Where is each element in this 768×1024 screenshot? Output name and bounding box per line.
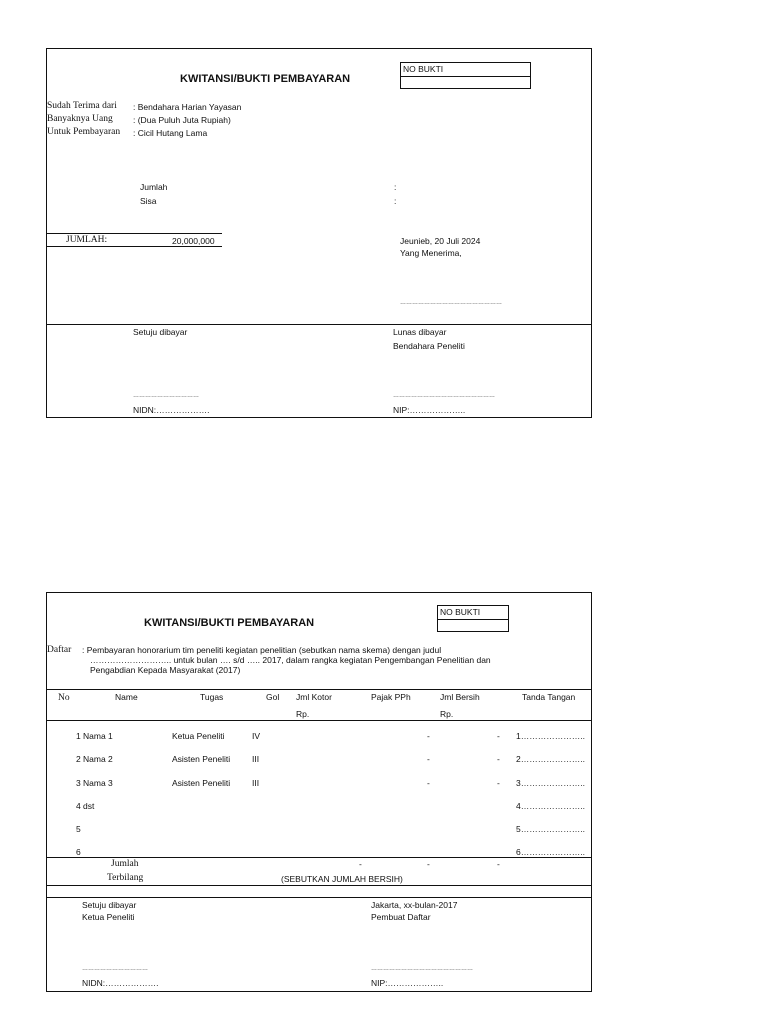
- row-no: 1: [76, 731, 81, 741]
- terbilang-bottom-line: [46, 885, 592, 886]
- row-name: Nama 3: [83, 778, 113, 788]
- row-bersih: -: [497, 754, 500, 764]
- receipt-1-title: KWITANSI/BUKTI PEMBAYARAN: [180, 73, 351, 85]
- maker-nip: NIP:………………..: [371, 978, 444, 988]
- receiver-label: Yang Menerima,: [400, 248, 462, 258]
- total-value: 20,000,000: [172, 236, 215, 246]
- approve-signature-line: ……………………………: [133, 393, 199, 399]
- paid-nip: NIP:………………..: [393, 405, 466, 415]
- signature-top-line: [46, 897, 592, 898]
- field-value-untuk-pembayaran: : Cicil Hutang Lama: [133, 128, 208, 138]
- row-name: Nama 2: [83, 754, 113, 764]
- daftar-line-3: Pengabdian Kepada Masyarakat (2017): [90, 665, 241, 675]
- col-header-gol: Gol: [266, 692, 280, 702]
- row-no: 6: [76, 847, 81, 857]
- receiver-signature-line: ……………………………………………: [400, 300, 502, 306]
- col-header-no: No: [58, 693, 70, 703]
- treasurer-label: Bendahara Peneliti: [393, 341, 465, 351]
- col-header-rp-kotor: Rp.: [296, 709, 310, 719]
- field-label-untuk-pembayaran: Untuk Pembayaran: [47, 127, 121, 137]
- receipt-1-divider: [46, 324, 592, 325]
- no-bukti-label: NO BUKTI: [401, 63, 530, 77]
- daftar-label: Daftar: [47, 645, 72, 655]
- approve-role-2: Ketua Peneliti: [82, 912, 135, 922]
- row-gol: III: [252, 754, 260, 764]
- jumlah-kotor: -: [359, 859, 362, 869]
- approve-label-2: Setuju dibayar: [82, 900, 137, 910]
- paid-label: Lunas dibayar: [393, 327, 447, 337]
- jumlah-label-2: Jumlah: [111, 859, 139, 869]
- row-ttd: 4…………………..: [516, 801, 585, 811]
- approve-nidn: NIDN:……………….: [133, 405, 210, 415]
- daftar-line-2: ……………………….. untuk bulan …. s/d ….. 2017, dalam rangka kegiatan Pengembangan Penelitian dan: [90, 655, 491, 665]
- place-date: Jeunieb, 20 Juli 2024: [400, 236, 481, 246]
- row-ttd: 3…………………..: [516, 778, 585, 788]
- total-bottom-line: [46, 246, 222, 247]
- terbilang-value: (SEBUTKAN JUMLAH BERSIH): [281, 874, 403, 884]
- row-name: Nama 1: [83, 731, 113, 741]
- maker-label: Pembuat Daftar: [371, 912, 431, 922]
- row-pajak: -: [427, 778, 430, 788]
- row-gol: III: [252, 778, 260, 788]
- row-gol: IV: [252, 731, 261, 741]
- col-header-ttd: Tanda Tangan: [522, 692, 576, 702]
- row-tugas: Asisten Peneliti: [172, 754, 231, 764]
- row-ttd: 2…………………..: [516, 754, 585, 764]
- row-no: 2: [76, 754, 81, 764]
- jumlah-bersih: -: [497, 859, 500, 869]
- row-tugas: Ketua Peneliti: [172, 731, 225, 741]
- table-header-top-line: [46, 689, 592, 690]
- place-date-2: Jakarta, xx-bulan-2017: [371, 900, 458, 910]
- field-label-sudah-terima: Sudah Terima dari: [47, 101, 117, 111]
- col-header-rp-bersih: Rp.: [440, 709, 454, 719]
- row-bersih: -: [497, 778, 500, 788]
- col-header-kotor: Jml Kotor: [296, 692, 332, 702]
- maker-signature-line: ……………………………………………: [371, 966, 473, 972]
- field-label-banyaknya-uang: Banyaknya Uang: [47, 114, 113, 124]
- row-no: 5: [76, 824, 81, 834]
- row-name: dst: [83, 801, 95, 811]
- col-header-bersih: Jml Bersih: [440, 692, 480, 702]
- approve-signature-line-2: ……………………………: [82, 966, 148, 972]
- field-value-sudah-terima: : Bendahara Harian Yayasan: [133, 102, 242, 112]
- col-header-pajak: Pajak PPh: [371, 692, 411, 702]
- row-bersih: -: [497, 731, 500, 741]
- table-header-bottom-line: [46, 720, 592, 721]
- row-tugas: Asisten Peneliti: [172, 778, 231, 788]
- row-ttd: 5…………………..: [516, 824, 585, 834]
- no-bukti-label-2: NO BUKTI: [438, 606, 508, 620]
- receipt-2-title: KWITANSI/BUKTI PEMBAYARAN: [144, 617, 315, 629]
- jumlah-colon: :: [394, 182, 397, 192]
- daftar-line-1: : Pembayaran honorarium tim peneliti kegiatan penelitian (sebutkan nama skema) dengan judul: [82, 645, 442, 655]
- sisa-label: Sisa: [140, 196, 157, 206]
- sisa-colon: :: [394, 196, 397, 206]
- receipt-2-no-bukti-box: [437, 605, 509, 632]
- jumlah-pajak: -: [427, 859, 430, 869]
- terbilang-label: Terbilang: [107, 873, 144, 883]
- col-header-name: Name: [115, 692, 138, 702]
- total-row-top-line: [46, 857, 592, 858]
- receipt-1-no-bukti-box: [400, 62, 531, 89]
- paid-signature-line: ……………………………………………: [393, 393, 495, 399]
- total-top-line: [46, 233, 222, 234]
- row-no: 3: [76, 778, 81, 788]
- col-header-tugas: Tugas: [200, 692, 224, 702]
- row-pajak: -: [427, 754, 430, 764]
- jumlah-label: Jumlah: [140, 182, 168, 192]
- row-no: 4: [76, 801, 81, 811]
- row-ttd: 6…………………..: [516, 847, 585, 857]
- approve-nidn-2: NIDN:……………….: [82, 978, 159, 988]
- row-pajak: -: [427, 731, 430, 741]
- field-value-banyaknya-uang: : (Dua Puluh Juta Rupiah): [133, 115, 231, 125]
- total-label: JUMLAH:: [66, 235, 108, 245]
- row-ttd: 1…………………..: [516, 731, 585, 741]
- approve-label: Setuju dibayar: [133, 327, 188, 337]
